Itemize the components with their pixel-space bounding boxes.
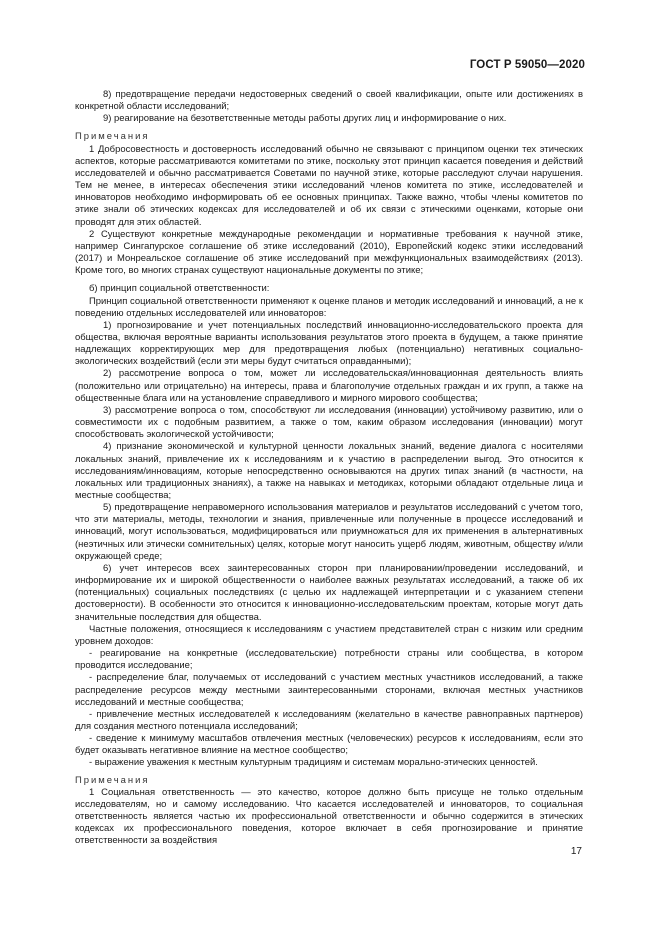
paragraph: Принцип социальной ответственности применяют к оценке планов и методик исследований и инноваций, а не к поведению отдельных исследователей или инноваторов:	[75, 295, 583, 319]
paragraph: 5) предотвращение неправомерного использования материалов и результатов исследований с учетом того, что эти материалы, методы, технологии и знания, привлеченные или полученные в процессе исследований и инноваций, могут использоваться, модифицироваться или приумножаться для их применения в альтернативных (неэтичных или этически сомнительных) целях, которые могут наносить ущерб людям, животным, обществу и/или окружающей среде;	[75, 502, 583, 562]
paragraph: - выражение уважения к местным культурным традициям и системам морально-этических ценностей.	[89, 757, 538, 769]
paragraph: - привлечение местных исследователей к исследованиям (желательно в качестве равноправных партнеров) для создания местного потенциала исследований;	[75, 708, 583, 732]
paragraph: 8) предотвращение передачи недостоверных сведений о своей квалификации, опыте или достижениях в конкретной области исследований;	[75, 89, 583, 113]
paragraph: б) принцип социальной ответственности:	[89, 283, 270, 295]
notes-heading: Примечания	[75, 131, 150, 143]
paragraph: - распределение благ, получаемых от исследований с участием местных участников исследований, а также распределение ресурсов между местными заинтересованными сторонами, включая местных участников исследований и местные сообщества;	[75, 672, 583, 708]
paragraph: 9) реагирование на безответственные методы работы других лиц и информирование о них.	[103, 113, 507, 125]
paragraph: 2 Существуют конкретные международные рекомендации и нормативные требования к научной этике, например Сингапурское соглашение об этике исследований (2010), Европейский кодекс этики исследований (2017) и Монреальское соглашение об этике исследований при межфункциональных взаимодействиях (2013). Кроме того, во многих странах существуют национальные документы по этике;	[75, 228, 583, 277]
page-number: 17	[570, 846, 582, 857]
paragraph: 1 Добросовестность и достоверность исследований обычно не связывают с принципом оценки тех этических аспектов, которые рассматриваются комитетами по этике, поскольку этот принцип касается поведения и действий исследователей и обычно рассматривается Советами по научной этике, которые расследуют случаи нарушения. Тем не менее, в интересах обеспечения этики исследований членов комитета по этике, исследователей и инноваторов необходимо информировать об ее основных принципах. Также важно, чтобы члены комитетов по этике знали об этических кодексах для исследователей и об их связи с этическими оценками, которые они проводят для этих областей.	[75, 143, 583, 228]
paragraph: 3) рассмотрение вопроса о том, способствуют ли исследования (инновации) устойчивому развитию, или о совместимости их с подобным развитием, а также о том, каким образом исследования (инновации) могут способствовать экологической устойчивости;	[75, 404, 583, 441]
paragraph: 4) признание экономической и культурной ценности локальных знаний, ведение диалога с носителями локальных знаний, привлечение их к исследованиям и к участию в распределении выгод. Это относится к исследованиям/инновациям, которые непосредственно основываются на других типах знаний (в частности, на локальных или традиционных знаниях), а также на навыках и методиках, которыми обладают отдельные лица и местные сообщества;	[75, 441, 583, 501]
paragraph: 6) учет интересов всех заинтересованных сторон при планировании/проведении исследований, и информирование их и широкой общественности о наиболее важных результатах исследований, а также об их (потенциальных) социальных последствиях (с целью их надлежащей интерпретации и с указанием степени достоверности). В особенности это относится к инновационно-исследовательским проектам, которые могут дать значительные последствия для общества.	[75, 562, 583, 623]
paragraph: - реагирование на конкретные (исследовательские) потребности страны или сообщества, в котором проводится исследование;	[75, 648, 583, 672]
paragraph: 1) прогнозирование и учет потенциальных последствий инновационно-исследовательского проекта для общества, включая вероятные варианты использования результатов этого проекта в будущем, а также принятие надлежащих корректирующих мер для предотвращения любых (потенциально) негативных социально-экологических воздействий (если эти меры будут считаться оправданными);	[75, 319, 583, 368]
paragraph: 2) рассмотрение вопроса о том, может ли исследовательская/инновационная деятельность влиять (положительно или отрицательно) на интересы, права и благополучие отдельных граждан и их групп, а также на общественные блага или на установление справедливого и мирного мирового сообщества;	[75, 368, 583, 404]
paragraph: Частные положения, относящиеся к исследованиям с участием представителей стран с низким или средним уровнем доходов:	[75, 623, 583, 647]
paragraph: - сведение к минимуму масштабов отвлечения местных (человеческих) ресурсов к исследованиям, если это будет оказывать негативное влияние на местное сообщество;	[75, 733, 583, 757]
paragraph: 1 Социальная ответственность — это качество, которое должно быть присуще не только отдельным исследователям, но и самому исследованию. Что касается исследователей и инноваторов, то социальная ответственность является частью их профессиональной ответственности и обычно содержится в этических кодексах их профессионального поведения, которое включает в себя прогнозирование и принятие ответственности за воздействия	[75, 786, 583, 847]
notes-heading: Примечания	[75, 774, 150, 786]
document-body	[75, 89, 583, 848]
standard-code-header: ГОСТ Р 59050—2020	[469, 59, 585, 71]
